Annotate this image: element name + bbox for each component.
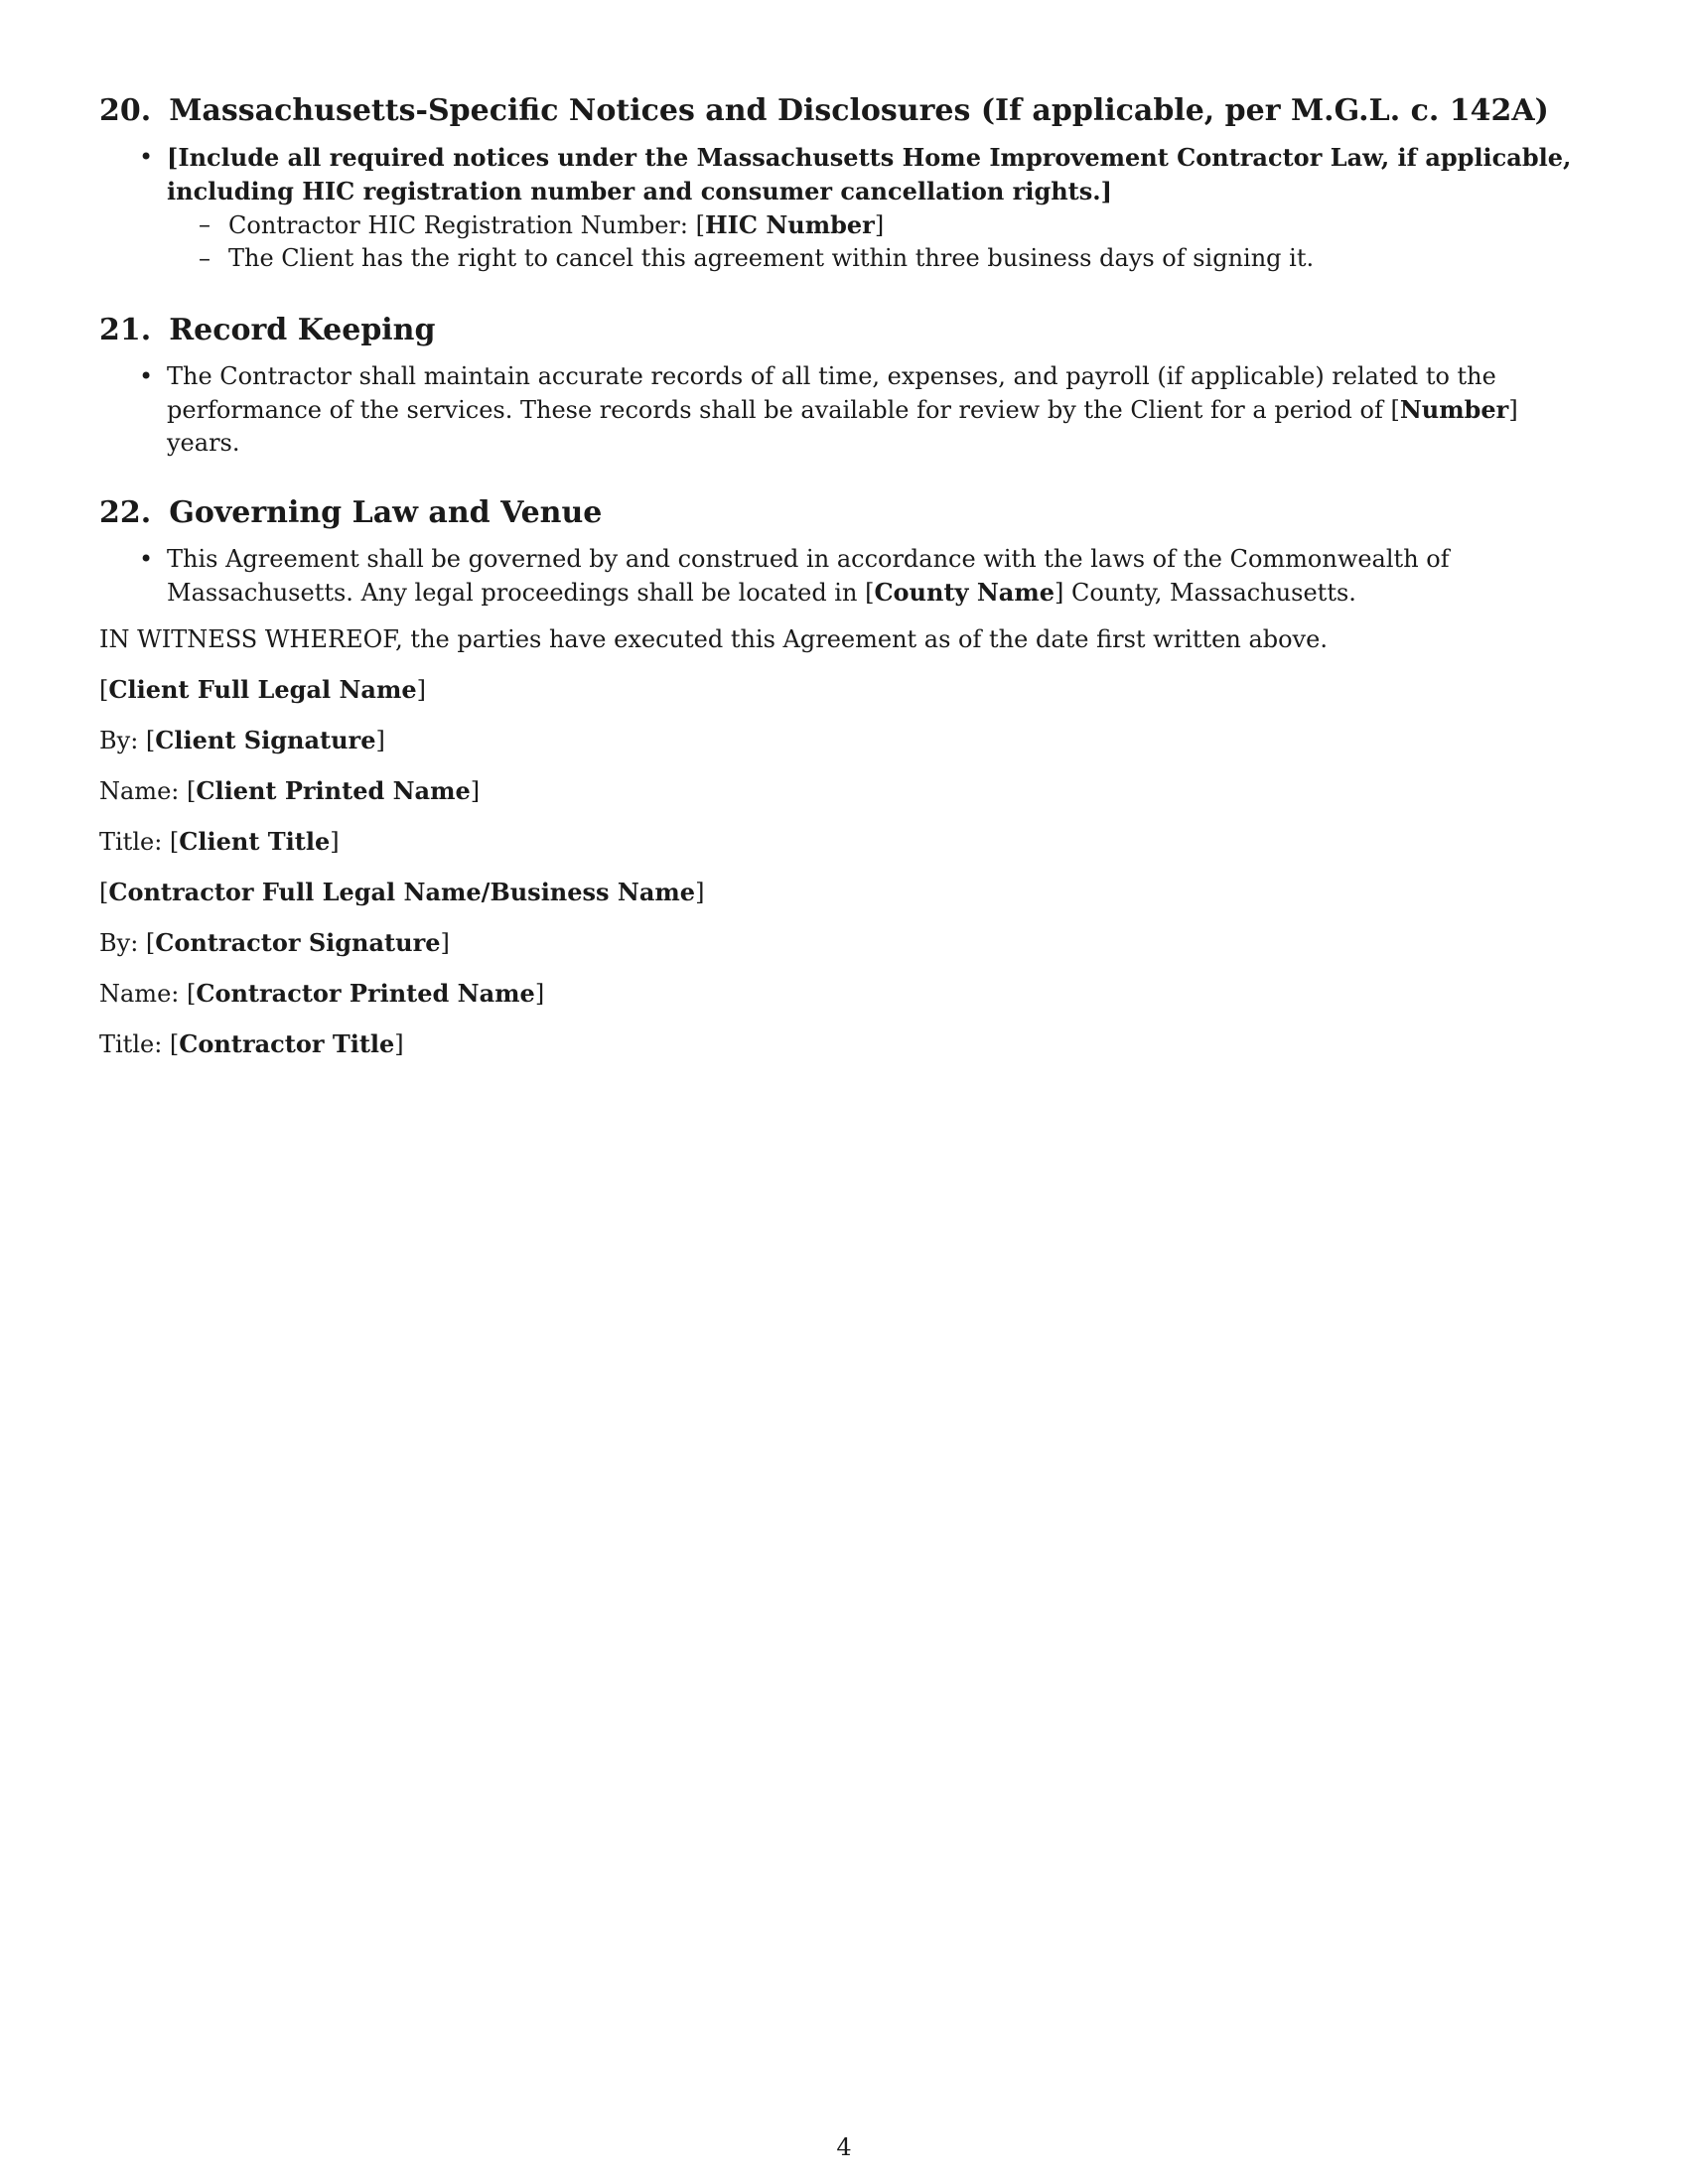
document-page	[99, 91, 1597, 1061]
contractor-entity-line: [Contractor Full Legal Name/Business Name]	[99, 878, 705, 906]
section-20-number: 20.	[99, 93, 152, 128]
section-22-number: 22.	[99, 495, 152, 530]
signature-block	[99, 673, 1597, 1061]
client-signature-placeholder: Client Signature	[155, 726, 376, 754]
client-by-line: By: [Client Signature]	[99, 726, 385, 754]
client-title-placeholder: Client Title	[179, 827, 331, 856]
contractor-by-line: By: [Contractor Signature]	[99, 928, 450, 957]
section-21-number: 21.	[99, 313, 152, 347]
client-printed-name-placeholder: Client Printed Name	[196, 776, 471, 805]
section-20-bullet	[167, 141, 1597, 275]
section-20-heading	[99, 91, 1597, 131]
section-22-text-after: County, Massachusetts.	[1070, 579, 1356, 607]
page-number: 4	[836, 2133, 852, 2161]
client-entity-line: [Client Full Legal Name]	[99, 675, 427, 704]
hic-registration-label: Contractor HIC Registration Number:	[228, 211, 688, 239]
contractor-title-line: Title: [Contractor Title]	[99, 1029, 404, 1058]
section-21-title: Record Keeping	[169, 313, 436, 347]
section-22-heading	[99, 493, 1597, 533]
contractor-title-placeholder: Contractor Title	[179, 1029, 395, 1058]
contractor-name-line: Name: [Contractor Printed Name]	[99, 979, 545, 1008]
section-22-title: Governing Law and Venue	[169, 495, 603, 530]
section-21-heading	[99, 311, 1597, 350]
contractor-title-label: Title:	[99, 1030, 163, 1058]
client-by-label: By:	[99, 727, 139, 754]
section-22-text-before: This Agreement shall be governed by and construed in accordance with the laws of the Commonwealth of Massachusetts. Any legal proceedings shall be located in	[167, 545, 1450, 607]
contractor-by-label: By:	[99, 929, 139, 957]
cancellation-right-item: – The Client has the right to cancel this agreement within three business days of signing it.	[228, 242, 1597, 275]
years-number-placeholder: Number	[1399, 395, 1509, 424]
section-21-text-after: years.	[167, 429, 240, 457]
contractor-name-label: Name:	[99, 980, 180, 1008]
client-name-label: Name:	[99, 777, 180, 805]
contractor-printed-name-placeholder: Contractor Printed Name	[196, 979, 535, 1008]
section-20-subitems	[167, 208, 1597, 275]
section-20-title: Massachusetts-Specific Notices and Disclosures (If applicable, per M.G.L. c. 142A)	[169, 93, 1549, 128]
section-20-list	[99, 141, 1597, 275]
section-21-bullet: • The Contractor shall maintain accurate records of all time, expenses, and payroll (if applicable) related to the performance of the services. These records shall be available for review by the Client for a period of [Number] years.	[167, 360, 1597, 460]
section-22-list	[99, 543, 1597, 610]
witness-clause: IN WITNESS WHEREOF, the parties have executed this Agreement as of the date first written above.	[99, 625, 1328, 653]
client-title-label: Title:	[99, 828, 163, 856]
section-22-bullet: • This Agreement shall be governed by and construed in accordance with the laws of the Commonwealth of Massachusetts. Any legal proceedings shall be located in [County Name] County, Massachusetts.	[167, 543, 1597, 610]
client-name-line: Name: [Client Printed Name]	[99, 776, 481, 805]
contractor-entity-placeholder: Contractor Full Legal Name/Business Name	[108, 878, 696, 906]
section-20-bullet-text: [Include all required notices under the Massachusetts Home Improvement Contractor Law, if applicable, including HIC registration number and consumer cancellation rights.]	[167, 143, 1572, 205]
hic-number-placeholder: HIC Number	[704, 210, 875, 239]
client-title-line: Title: [Client Title]	[99, 827, 340, 856]
contractor-signature-placeholder: Contractor Signature	[155, 928, 441, 957]
section-21-text-before: The Contractor shall maintain accurate records of all time, expenses, and payroll (if applicable) related to the performance of the services. These records shall be available for review by the Client for a period of	[167, 362, 1496, 424]
hic-registration-item: – Contractor HIC Registration Number: [HIC Number]	[228, 208, 1597, 242]
section-21-list	[99, 360, 1597, 460]
county-name-placeholder: County Name	[874, 578, 1055, 607]
client-entity-placeholder: Client Full Legal Name	[108, 675, 417, 704]
